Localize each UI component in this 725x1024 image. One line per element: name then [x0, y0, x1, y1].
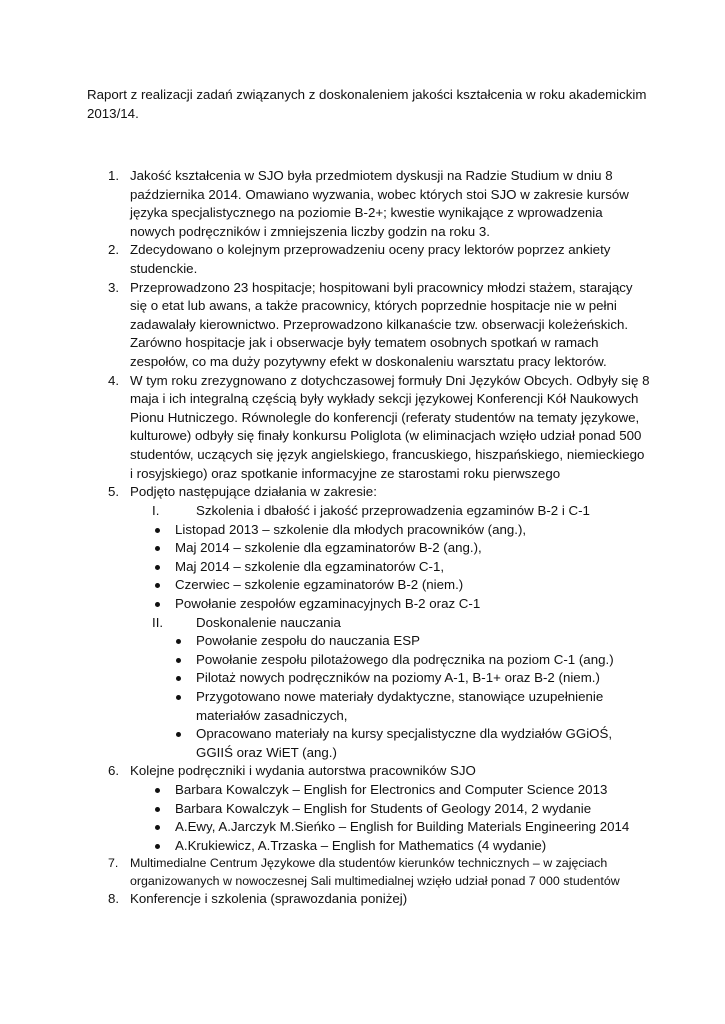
bullet-item: [0, 539, 645, 558]
item-number: 3.: [108, 279, 120, 295]
bullet-item: [0, 595, 645, 614]
bullet-text: Maj 2014 – szkolenie dla egzaminatorów B-2 (ang.),: [175, 540, 482, 556]
bullet-dot: [176, 658, 181, 663]
item-number: 7.: [108, 856, 119, 871]
bullet-dot: [176, 695, 181, 700]
bullet-item: [0, 632, 646, 651]
list-item-8: [0, 890, 650, 909]
sub-heading: Szkolenia i dbałość i jakość przeprowadzenia egzaminów B-2 i C-1: [196, 503, 590, 518]
bullet-dot: [155, 546, 160, 551]
bullet-text: Powołanie zespołów egzaminacyjnych B-2 oraz C-1: [175, 595, 481, 611]
bullet-text: Listopad 2013 – szkolenie dla młodych pracowników (ang.),: [175, 521, 527, 537]
bullet-text: Powołanie zespołu do nauczania ESP: [196, 633, 420, 649]
bullet-dot: [155, 844, 160, 849]
item-text: Multimedialne Centrum Językowe dla studentów kierunków technicznych – w zajęciach organizowanych w nowoczesnej Sali multimedialnej wzięło udział ponad 7 000 studentów: [130, 856, 620, 888]
report-list: [0, 167, 725, 502]
bullet-text: Barbara Kowalczyk – English for Students of Geology 2014, 2 wydanie: [175, 800, 592, 816]
bullet-text: Maj 2014 – szkolenie dla egzaminatorów C-1,: [175, 558, 445, 574]
report-title: Raport z realizacji zadań związanych z doskonaleniem jakości kształcenia w roku akademickim 2013/14.: [87, 87, 647, 121]
section5-part2: [0, 614, 654, 633]
list-item-5: [0, 483, 650, 502]
bullet-dot: [176, 639, 181, 644]
list-item-4: [0, 372, 650, 484]
bullet-dot: [155, 825, 160, 830]
item-number: 4.: [108, 372, 120, 388]
item-number: 2.: [108, 242, 120, 258]
section5-block: [0, 502, 725, 909]
item-text: Konferencje i szkolenia (sprawozdania poniżej): [130, 891, 408, 907]
bullet-item: [0, 521, 645, 540]
bullet-dot: [155, 528, 160, 533]
bullet-item: [0, 669, 646, 688]
bullet-item: [0, 558, 645, 577]
roman-numeral: II.: [152, 614, 164, 630]
bullet-item: [0, 818, 645, 837]
bullet-dot: [155, 583, 160, 588]
bullet-text: Powołanie zespołu pilotażowego dla podręcznika na poziom C-1 (ang.): [196, 651, 614, 667]
bullet-text: Pilotaż nowych podręczników na poziomy A-1, B-1+ oraz B-2 (niem.): [196, 670, 600, 686]
bullet-item: [0, 837, 645, 856]
bullet-text: A.Krukiewicz, A.Trzaska – English for Mathematics (4 wydanie): [175, 837, 547, 853]
bullet-item: [0, 576, 645, 595]
bullet-dot: [155, 807, 160, 812]
bullet-item: [0, 651, 646, 670]
bullet-text: Opracowano materiały na kursy specjalistyczne dla wydziałów GGiOŚ, GGIIŚ oraz WiET (ang.): [196, 726, 613, 760]
bullet-dot: [176, 732, 181, 737]
item-number: 6.: [108, 763, 120, 779]
item-number: 5.: [108, 484, 120, 500]
item-text: Przeprowadzono 23 hospitacje; hospitowani byli pracownicy młodzi stażem, starający się o etat lub awans, a także pracownicy, których poprzednie hospitacje nie w pełni zadawalały kierownictwo. Przeprowadzono kilkanaście tzw. obserwacji koleżeńskich. Zarówno hospitacje jak i obserwacje były tematem osobnych spotkań w ramach zespołów, co ma duży pozytywny efekt w doskonaleniu warsztatu pracy lektorów.: [130, 279, 633, 369]
bullet-dot: [155, 602, 160, 607]
bullet-text: Przygotowano nowe materiały dydaktyczne, stanowiące uzupełnienie materiałów zasadniczych,: [196, 688, 604, 723]
bullet-dot: [176, 676, 181, 681]
bullet-item: [0, 725, 646, 762]
item-text: Podjęto następujące działania w zakresie:: [130, 484, 377, 500]
item-number: 1.: [108, 168, 120, 183]
bullet-text: Czerwiec – szkolenie egzaminatorów B-2 (niem.): [175, 577, 464, 593]
list-item-7: [0, 855, 645, 890]
sub-heading: Doskonalenie nauczania: [196, 614, 341, 630]
item-text: Zdecydowano o kolejnym przeprowadzeniu oceny pracy lektorów poprzez ankiety studenckie.: [130, 242, 611, 276]
bullet-dot: [155, 788, 160, 793]
bullet-item: [0, 800, 645, 819]
item-text: Kolejne podręczniki i wydania autorstwa pracowników SJO: [130, 763, 476, 779]
item-number: 8.: [108, 891, 120, 907]
bullet-text: A.Ewy, A.Jarczyk M.Sieńko – English for Building Materials Engineering 2014: [175, 819, 630, 835]
bullet-dot: [155, 565, 160, 570]
section5-part1: [0, 502, 654, 521]
list-item-6: [0, 762, 650, 781]
item-text: Jakość kształcenia w SJO była przedmiotem dyskusji na Radzie Studium w dniu 8 października 2014. Omawiano wyzwania, wobec których stoi SJO w zakresie kursów języka specjalistycznego na poziomie B-2+; kwestie wynikające z wprowadzenia nowych podręczników i zmniejszenia liczby godzin na roku 3.: [130, 168, 629, 239]
item-text: W tym roku zrezygnowano z dotychczasowej formuły Dni Języków Obcych. Odbyły się 8 maja i ich integralną częścią były wykłady sekcji językowej Konferencji Kół Naukowych Pionu Hutniczego. Równolegle do konferencji (referaty studentów na tematy językowe, kulturowe) odbyły się finały konkursu Poliglota (w eliminacjach wzięło udział ponad 500 studentów, uczących się język angielskiego, francuskiego, hiszpańskiego, niemieckiego i rosyjskiego) oraz spotkanie informacyjne ze starostami roku pierwszego: [130, 372, 650, 481]
bullet-item: [0, 781, 645, 800]
bullet-item: [0, 688, 646, 725]
list-item-2: [0, 241, 650, 278]
list-item-3: [0, 279, 650, 372]
list-item-1: [0, 167, 650, 241]
roman-numeral: I.: [152, 503, 160, 518]
bullet-text: Barbara Kowalczyk – English for Electronics and Computer Science 2013: [175, 781, 608, 797]
